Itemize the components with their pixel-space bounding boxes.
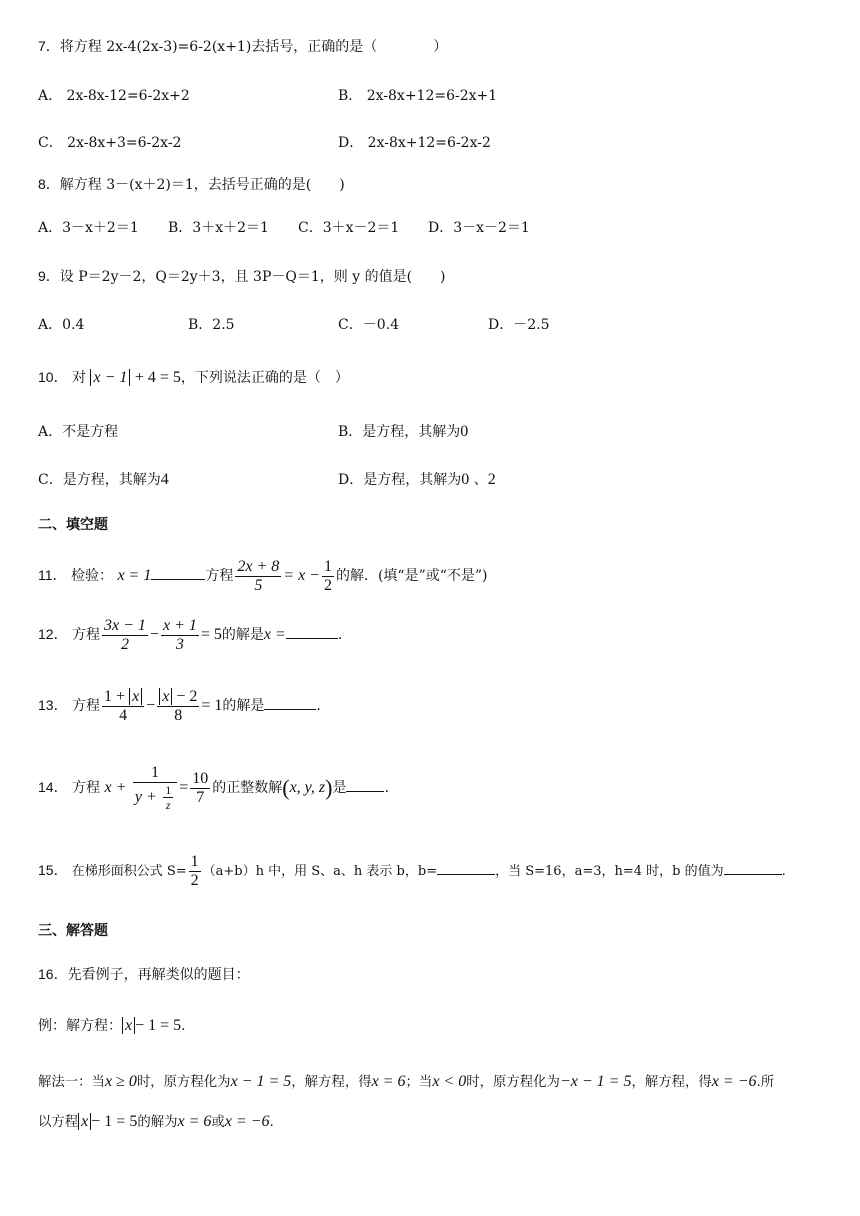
math-expression: −x − 1 = 5	[559, 1073, 632, 1090]
stem-text: 对	[72, 370, 87, 386]
math-expression: + 4 = 5	[134, 369, 181, 386]
continued-fraction	[104, 764, 179, 812]
fraction	[189, 853, 201, 890]
math-expression: x +	[104, 779, 127, 796]
question-text: 解方程 3－(x＋2)＝1，去括号正确的是( )	[59, 177, 345, 193]
answer-blank[interactable]	[437, 860, 495, 875]
period: .	[269, 1115, 274, 1130]
stem-text: 方程	[72, 627, 101, 643]
math-value: 0	[461, 471, 470, 488]
answer-blank[interactable]	[151, 565, 205, 580]
question-10-stem	[38, 367, 349, 388]
math-expression: x =	[263, 626, 286, 643]
math-expression: x = 6	[371, 1073, 406, 1090]
option-d: D．－2.5	[488, 317, 550, 333]
question-text: 设 P＝2y－2，Q＝2y＋3，且 3P－Q＝1，则 y 的值是( )	[59, 269, 446, 285]
question-number: 13．	[38, 697, 68, 713]
stem-text: 的解是	[222, 698, 265, 714]
option-c: C． 2x-8x+3=6-2x-2	[38, 135, 182, 151]
stem-text: 方程	[72, 780, 101, 796]
math-operator: −	[149, 626, 159, 643]
stem-text: ，下列说法正确的是（ ）	[180, 370, 349, 386]
fraction-denominator: 8	[174, 706, 183, 724]
question-number: 14．	[38, 779, 68, 795]
fraction	[157, 688, 199, 725]
stem-text: 的解．(填“是”或“不是”)	[335, 568, 488, 584]
math-expression: x = −6	[224, 1113, 270, 1130]
solution-text: ；当	[405, 1075, 433, 1090]
section-heading-solve: 三、解答题	[38, 923, 108, 939]
option-d	[338, 470, 496, 490]
solution-text: 以方程	[38, 1115, 79, 1130]
question-number: 12．	[38, 626, 68, 642]
math-expression: − 1 = 5	[135, 1017, 182, 1034]
math-expression: x − 1 = 5	[230, 1073, 292, 1090]
math-expression: = x −	[283, 567, 320, 584]
absolute-value: x	[78, 1113, 91, 1130]
math-expression: − 1 = 5	[91, 1113, 138, 1130]
stem-text: 检验：	[71, 568, 113, 584]
answer-blank[interactable]	[264, 695, 316, 710]
solution-text: .所	[756, 1075, 775, 1090]
question-number: 11．	[38, 567, 67, 583]
period: .	[337, 627, 343, 643]
question-13	[38, 683, 321, 727]
option-a: A． 2x-8x-12=6-2x+2	[38, 88, 190, 104]
question-12	[38, 612, 342, 656]
fraction-denominator: 2	[120, 635, 129, 653]
paren-close: )	[325, 775, 333, 800]
example-label: 例：解方程：	[38, 1018, 122, 1034]
fraction	[161, 617, 199, 654]
solution-text: 的解为	[137, 1115, 178, 1130]
question-16-stem	[38, 964, 250, 985]
stem-text: 方程	[205, 568, 234, 584]
question-text: 将方程 2x-4(2x-3)=6-2(x+1)去括号，正确的是（ ）	[59, 39, 448, 55]
solution-text: 时，原方程化为	[136, 1075, 231, 1090]
stem-text: 的正整数解	[212, 780, 283, 796]
question-number: 9．	[38, 268, 60, 284]
stem-text: ，当 S=16，a=3，h=4 时，b 的值为	[495, 864, 724, 879]
math-expression: x ≥ 0	[104, 1073, 137, 1090]
absolute-value: x	[129, 688, 142, 705]
question-number: 8．	[38, 176, 60, 192]
question-number: 15．	[38, 862, 68, 878]
question-text: 先看例子，再解类似的题目：	[67, 967, 250, 983]
fraction-denominator: 3	[175, 635, 184, 653]
fraction-denominator: 2	[190, 872, 199, 889]
option-text: D．是方程，其解为	[338, 472, 462, 488]
fraction	[133, 764, 177, 812]
question-11	[38, 553, 488, 597]
solution-text: 时，原方程化为	[466, 1075, 560, 1090]
fraction	[102, 688, 144, 725]
fraction-numerator: 2x + 8	[237, 557, 280, 575]
solution-text: 或	[211, 1115, 225, 1130]
fraction-denominator: 7	[196, 788, 205, 806]
period: .	[316, 698, 321, 714]
period: .	[781, 864, 786, 879]
fraction-numerator: 1	[133, 764, 177, 783]
fraction	[190, 770, 210, 807]
math-value: 2	[487, 471, 496, 488]
stem-text: （a+b）h 中，用 S、a、h 表示 b，b=	[202, 864, 438, 879]
math-expression: x < 0	[432, 1073, 467, 1090]
fraction-numerator: 3x − 1	[104, 616, 146, 634]
stem-text: 的解是	[221, 627, 264, 643]
math-expression: = 1	[201, 697, 223, 714]
math-operator: −	[146, 697, 156, 714]
question-15	[38, 848, 786, 892]
fraction-denominator: 4	[119, 706, 128, 724]
question-9-stem	[38, 266, 446, 287]
solution-line-2	[38, 1112, 274, 1133]
question-number: 16．	[38, 966, 68, 982]
question-number: 7．	[38, 38, 60, 54]
fraction-denominator: 5	[254, 576, 263, 594]
solution-text: ，解方程，得	[291, 1075, 372, 1090]
fraction-numerator: 1	[165, 783, 172, 797]
fraction	[322, 558, 334, 595]
math-expression: = 5	[200, 626, 222, 643]
answer-blank[interactable]	[346, 777, 384, 792]
option-a: A．不是方程	[38, 424, 119, 440]
option-c: C．3＋x－2＝1	[298, 220, 400, 236]
period: .	[384, 780, 389, 796]
option-b: B．2.5	[188, 317, 235, 333]
solution-line-1	[38, 1072, 774, 1093]
option-c: C．－0.4	[338, 317, 399, 333]
stem-text: 是	[332, 780, 347, 796]
section-heading-fill-in: 二、填空题	[38, 517, 108, 533]
math-expression: y +	[134, 788, 157, 806]
option-text: B．是方程，其解为	[338, 424, 461, 440]
example-line	[38, 1016, 186, 1036]
solution-text: ，解方程，得	[631, 1075, 712, 1090]
fraction-numerator: x + 1	[162, 616, 197, 634]
paren-open: (	[282, 775, 290, 800]
answer-blank[interactable]	[286, 624, 338, 639]
stem-text: 在梯形面积公式 S=	[71, 864, 187, 879]
fraction-numerator	[157, 688, 199, 707]
question-number: 10．	[38, 369, 68, 385]
absolute-value: x	[122, 1017, 135, 1034]
numerator-part: 1 +	[104, 687, 126, 705]
absolute-value: x	[159, 688, 172, 705]
stem-text: 方程	[72, 698, 101, 714]
absolute-value: x − 1	[90, 369, 130, 386]
fraction-numerator: 1	[190, 853, 199, 870]
fraction-numerator: 10	[192, 769, 209, 787]
option-d: D．3－x－2＝1	[428, 220, 530, 236]
question-8-stem	[38, 174, 345, 195]
option-d: D． 2x-8x+12=6-2x-2	[338, 135, 491, 151]
numerator-part: − 2	[176, 687, 198, 705]
question-14	[38, 752, 389, 822]
period: .	[181, 1018, 186, 1034]
fraction	[235, 558, 281, 595]
fraction-denominator: 2	[323, 576, 332, 594]
fraction-numerator	[102, 688, 144, 707]
math-tuple: x, y, z	[289, 779, 326, 796]
option-b: B．3＋x＋2＝1	[168, 220, 269, 236]
fraction-denominator: z	[165, 798, 171, 812]
answer-blank[interactable]	[724, 860, 782, 875]
option-b	[338, 422, 468, 442]
option-a: A．0.4	[38, 317, 85, 333]
separator: 、	[473, 472, 488, 488]
option-a: A．3－x＋2＝1	[38, 220, 139, 236]
question-7-stem	[38, 36, 447, 57]
math-value: 0	[460, 423, 469, 440]
solution-text: 解法一：当	[38, 1075, 105, 1090]
math-expression: x = 6	[177, 1113, 212, 1130]
fraction	[102, 617, 148, 654]
math-value: 4	[160, 471, 169, 488]
option-c	[38, 470, 169, 490]
math-expression: x = 1	[117, 567, 152, 584]
fraction-denominator	[133, 783, 177, 812]
nested-fraction	[163, 783, 173, 812]
math-operator: =	[179, 779, 189, 796]
option-text: C．是方程，其解为	[38, 472, 161, 488]
math-expression: x = −6	[711, 1073, 757, 1090]
fraction-numerator: 1	[323, 557, 332, 575]
option-b: B． 2x-8x+12=6-2x+1	[338, 88, 498, 104]
